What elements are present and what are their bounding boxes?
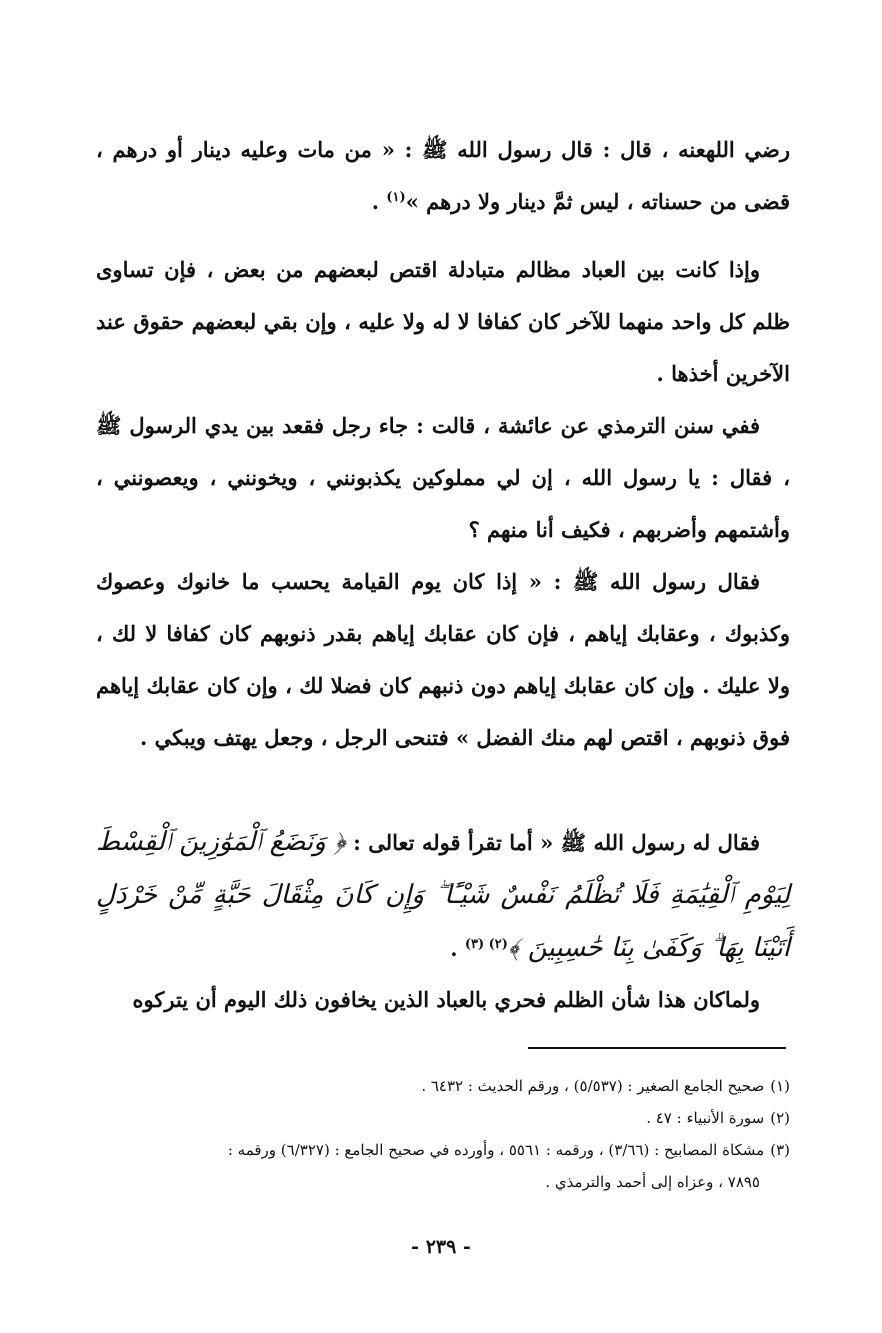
footnote-continuation: ٧٨٩٥ ، وعزاه إلى أحمد والترمذي . [545, 1173, 760, 1191]
footnote-1 [96, 1070, 790, 1102]
footnote-text: سورة الأنبياء : ٤٧ . [646, 1109, 765, 1127]
footnote-number: (٣) [770, 1141, 790, 1159]
paragraph-2 [96, 244, 790, 400]
footnote-3 [96, 1134, 790, 1198]
paragraph-3 [96, 400, 790, 556]
footnote-number: (٢) [770, 1109, 790, 1127]
footnotes [96, 1070, 790, 1198]
footnote-number: (١) [770, 1077, 790, 1095]
footnote-text: مشكاة المصابيح : (٣/٦٦) ، ورقمه : ٥٥٦١ ، وأورده في صحيح الجامع : (٦/٣٢٧) ورقمه : [227, 1141, 765, 1159]
footnote-2 [96, 1102, 790, 1134]
footnote-ref-2-3: (٢) (٣) [464, 937, 508, 952]
paragraph-1-text: رضي اللهعنه ، قال : قال رسول الله ﷺ : « من مات وعليه دينار أو درهم ، قضى من حسناته ، ليس ثمَّ دينار ولا درهم » [96, 137, 790, 214]
paragraph-6-text: ولماكان هذا شأن الظلم فحري بالعباد الذين يخافون ذلك اليوم أن يتركوه [132, 987, 760, 1012]
footnote-ref-1: (١) [386, 190, 406, 205]
quran-verse: ﴿ وَنَضَعُ ٱلْمَوَٰزِينَ ٱلْقِسْطَ لِيَوْمِ ٱلْقِيَٰمَةِ فَلَا تُظْلَمُ نَفْسٌ شَيْـًٔا ۖ وَإِن كَانَ مِثْقَالَ حَبَّةٍ مِّنْ خَرْدَلٍ أَتَيْنَا بِهَا ۗ وَكَفَىٰ بِنَا حَٰسِبِينَ ﴾ [96, 827, 790, 963]
paragraph-6 [96, 974, 790, 1026]
paragraph-4-text: فقال رسول الله ﷺ : « إذا كان يوم القيامة يحسب ما خانوك وعصوك وكذبوك ، وعقابك إياهم ، فإن كان عقابك إياهم بقدر ذنوبهم كان كفافا لا لك ، ولا عليك . وإن كان عقابك إياهم دون ذنبهم كان فضلا لك ، وإن كان عقابك إياهم فوق ذنوبهم ، اقتص لهم منك الفضل » فتنحى الرجل ، وجعل يهتف ويبكي . [96, 569, 790, 750]
footnote-text: صحيح الجامع الصغير : (٥/٥٣٧) ، ورقم الحديث : ٦٤٣٢ . [421, 1077, 765, 1095]
paragraph-2-text: وإذا كانت بين العباد مظالم متبادلة اقتص لبعضهم من بعض ، فإن تساوى ظلم كل واحد منهما للآخر كان كفافا لا له ولا عليه ، وإن بقي لبعضهم حقوق عند الآخرين أخذها . [96, 257, 790, 386]
paragraph-1-tail: . [371, 189, 387, 214]
paragraph-5-text: فقال له رسول الله ﷺ « أما تقرأ قوله تعالى : [345, 830, 760, 855]
paragraph-5-tail: . [450, 936, 465, 961]
paragraph-3-text: ففي سنن الترمذي عن عائشة ، قالت : جاء رجل فقعد بين يدي الرسول ﷺ ، فقال : يا رسول الله ، إن لي مملوكين يكذبونني ، ويخونني ، ويعصونني ، وأشتمهم وأضربهم ، فكيف أنا منهم ؟ [96, 413, 790, 542]
footnote-divider [528, 1047, 786, 1049]
paragraph-4 [96, 556, 790, 764]
page-number: - ٢٣٩ - [411, 1236, 471, 1258]
paragraph-5 [96, 816, 790, 975]
paragraph-1 [96, 124, 790, 228]
